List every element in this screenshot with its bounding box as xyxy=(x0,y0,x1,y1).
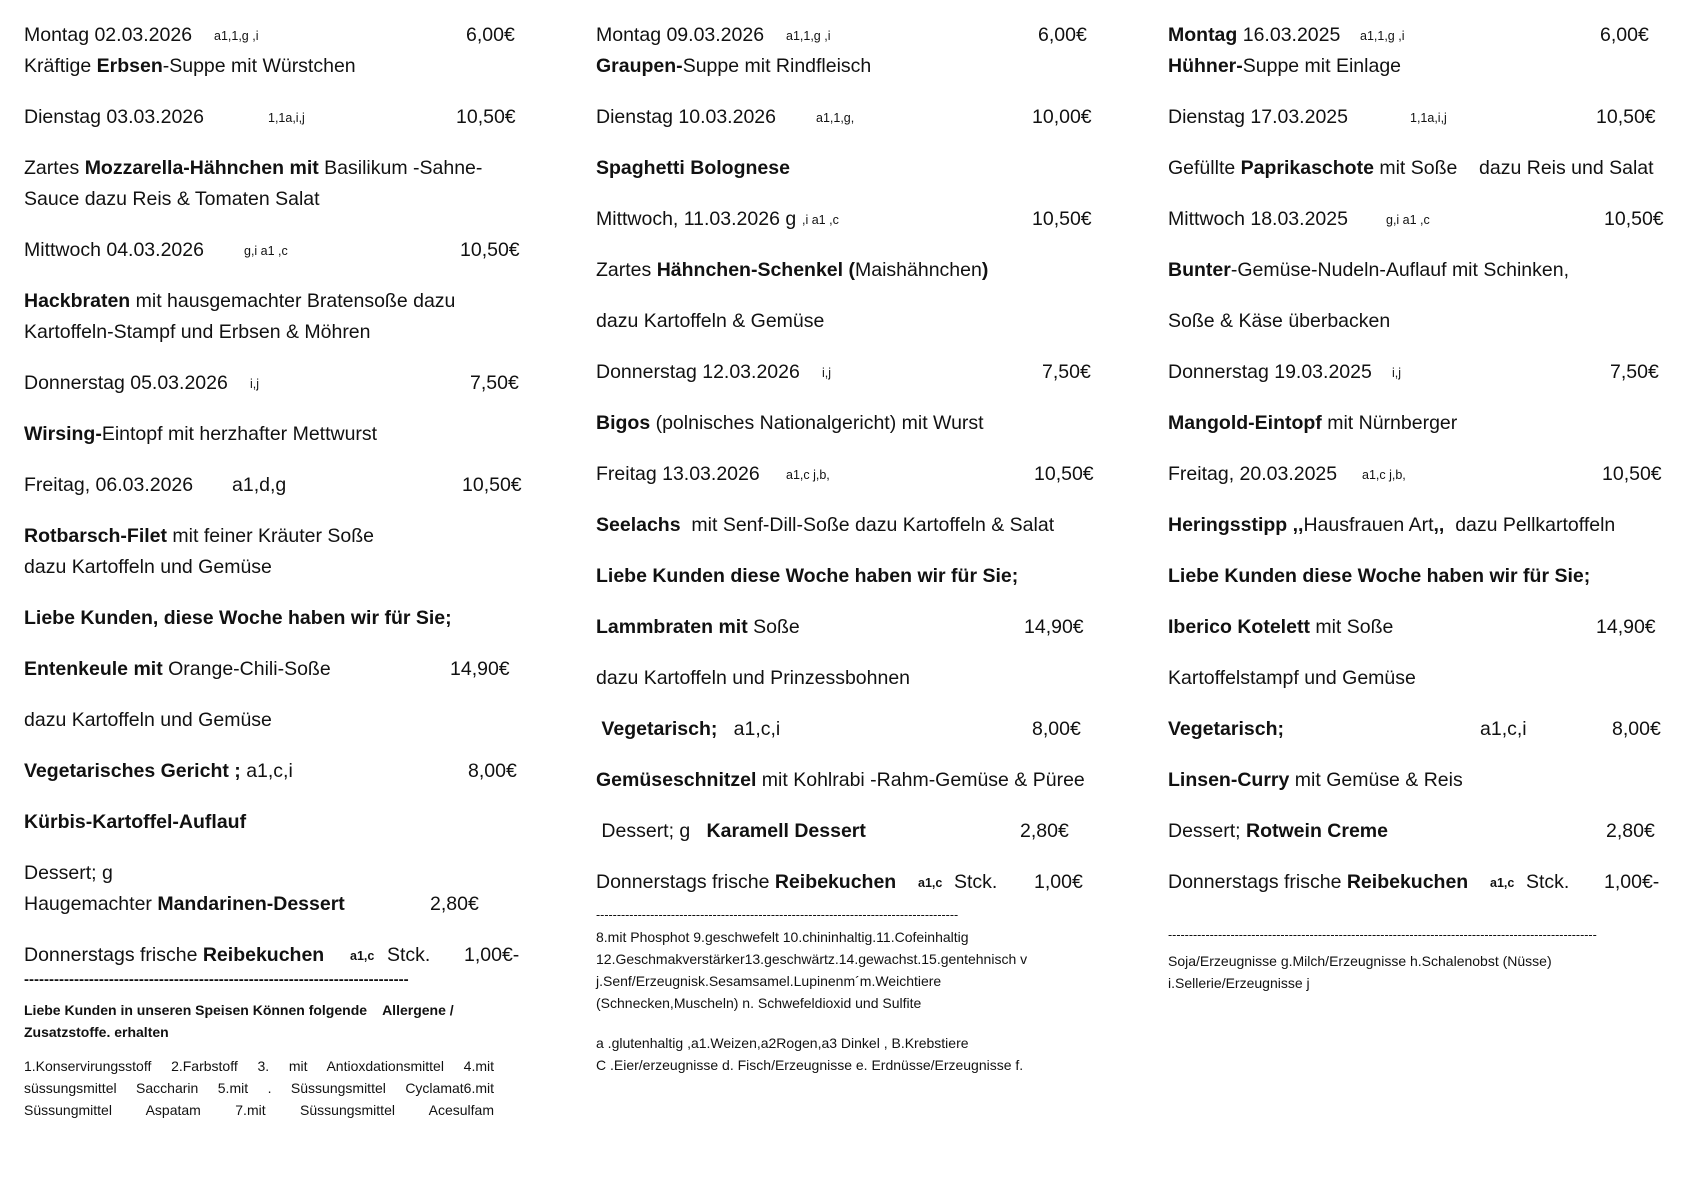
allergen-code: a1,c xyxy=(918,876,943,890)
notice-line: Liebe Kunden in unseren Speisen Können folgende Allergene / xyxy=(24,1002,454,1018)
allergen-code: i,j xyxy=(1392,366,1402,380)
price: 10,50€ xyxy=(1604,208,1664,230)
menu-line xyxy=(24,470,529,501)
allergen-code: a1,c j,b, xyxy=(1362,468,1406,482)
menu-line xyxy=(1168,510,1673,541)
note-line: C .Eier/erzeugnisse d. Fisch/Erzeugnisse e. Erdnüsse/Erzeugnisse f. xyxy=(596,1057,1024,1073)
menu-text: Mittwoch 04.03.2026 xyxy=(24,239,204,261)
dish-name: Heringsstipp ,, xyxy=(1168,514,1304,536)
menu-text: Soße xyxy=(747,616,800,638)
menu-text: Sauce dazu Reis & Tomaten Salat xyxy=(24,188,320,210)
dish-name: Liebe Kunden diese Woche haben wir für Sie; xyxy=(596,565,1019,587)
dish-name: Mozzarella-Hähnchen mit xyxy=(84,157,319,179)
allergen-code: g,i a1 ,c xyxy=(244,244,288,258)
menu-line xyxy=(24,654,529,685)
price: 8,00€ xyxy=(468,760,517,782)
dish-name: Rotwein Creme xyxy=(1246,820,1388,842)
menu-text: Maishähnchen xyxy=(854,259,982,281)
menu-line xyxy=(24,603,529,634)
dashed-separator: --------------------------------------------------------------------------------------- xyxy=(596,908,959,922)
price: 7,50€ xyxy=(470,372,519,394)
allergen-code: a1,c xyxy=(350,949,375,963)
menu-text: dazu Kartoffeln & Gemüse xyxy=(596,310,825,332)
menu-line xyxy=(24,184,529,215)
menu-line xyxy=(1168,612,1673,643)
menu-text: mit Soße xyxy=(1309,616,1394,638)
allergen-code: g,i a1 ,c xyxy=(1386,213,1430,227)
allergen-code: a1,c,i xyxy=(1480,718,1527,740)
menu-line xyxy=(596,510,1101,541)
menu-line xyxy=(596,561,1101,592)
menu-line xyxy=(1168,153,1673,184)
menu-text: Donnerstag 19.03.2025 xyxy=(1168,361,1372,383)
menu-line xyxy=(1168,714,1673,745)
menu-text: Freitag, 06.03.2026 xyxy=(24,474,194,496)
dish-name: Karamell Dessert xyxy=(706,820,866,842)
menu-line xyxy=(1168,357,1673,388)
menu-line xyxy=(24,807,529,838)
price: 2,80€ xyxy=(1606,820,1655,842)
price: 8,00€ xyxy=(1032,718,1081,740)
menu-text: Mittwoch, 11.03.2026 g xyxy=(596,208,797,230)
menu-line xyxy=(1168,408,1673,439)
dish-name: ,, xyxy=(1433,514,1445,536)
menu-text: Dessert; xyxy=(1168,820,1247,842)
menu-line xyxy=(1168,255,1673,286)
price: 10,50€ xyxy=(460,239,520,261)
menu-line xyxy=(24,940,529,971)
menu-text: mit Soße dazu Reis und Salat xyxy=(1373,157,1654,179)
dish-name: Liebe Kunden diese Woche haben wir für Sie; xyxy=(1168,565,1591,587)
menu-text: Zartes xyxy=(596,259,657,281)
menu-text: Montag 09.03.2026 xyxy=(596,24,765,46)
dish-name: Liebe Kunden, diese Woche haben wir für Sie; xyxy=(24,607,452,629)
menu-text: mit Nürnberger xyxy=(1321,412,1458,434)
menu-text: Freitag 13.03.2026 xyxy=(596,463,760,485)
allergen-code: a1,1,g, xyxy=(816,111,855,125)
menu-text: Dienstag 03.03.2026 xyxy=(24,106,204,128)
menu-line xyxy=(24,521,529,552)
allergen-code: a1,1,g ,i xyxy=(214,29,259,43)
menu-line xyxy=(1168,51,1673,82)
menu-text: Kartoffeln-Stampf und Erbsen & Möhren xyxy=(24,321,371,343)
dish-name: Reibekuchen xyxy=(202,944,325,966)
menu-line xyxy=(1168,765,1673,796)
price: 7,50€ xyxy=(1042,361,1091,383)
dashed-separator: ----------------------------------------------------------------------------- xyxy=(24,971,409,988)
menu-text: -Suppe mit Würstchen xyxy=(162,55,356,77)
price: 6,00€ xyxy=(466,24,515,46)
menu-line xyxy=(24,368,529,399)
dish-name: Wirsing- xyxy=(24,423,102,445)
menu-text: Basilikum -Sahne- xyxy=(318,157,483,179)
menu-text: Dienstag 10.03.2026 xyxy=(596,106,776,128)
dish-name: Lammbraten mit xyxy=(596,616,748,638)
menu-text: Kartoffelstampf und Gemüse xyxy=(1168,667,1416,689)
menu-line xyxy=(24,153,529,184)
menu-line xyxy=(596,867,1101,898)
note-line: Soja/Erzeugnisse g.Milch/Erzeugnisse h.Schalenobst (Nüsse) xyxy=(1168,953,1552,969)
note-line: (Schnecken,Muscheln) n. Schwefeldioxid und Sulfite xyxy=(596,995,922,1011)
menu-text: Donnerstags frische xyxy=(596,871,775,893)
dashed-separator: ------------------------------------------------------------------------------------------------------- xyxy=(1168,928,1597,942)
menu-text: mit Kohlrabi -Rahm-Gemüse & Püree xyxy=(756,769,1085,791)
price: 14,90€ xyxy=(450,658,510,680)
menu-text: mit feiner Kräuter Soße xyxy=(167,525,375,547)
menu-text: (polnisches Nationalgericht) mit Wurst xyxy=(650,412,984,434)
week-1-column xyxy=(24,20,529,1121)
menu-text: mit Gemüse & Reis xyxy=(1289,769,1463,791)
allergen-notice xyxy=(24,999,494,1121)
menu-text: mit hausgemachter Bratensoße dazu xyxy=(130,290,456,312)
dish-name: Montag xyxy=(1168,24,1238,46)
dish-name: Entenkeule mit xyxy=(24,658,163,680)
menu-text: Donnerstags frische xyxy=(24,944,203,966)
unit-label: Stck. xyxy=(387,944,431,966)
menu-line xyxy=(596,816,1101,847)
note-line: i.Sellerie/Erzeugnisse j xyxy=(1168,975,1310,991)
note-line: a .glutenhaltig ,a1.Weizen,a2Rogen,a3 Dinkel , B.Krebstiere xyxy=(596,1035,969,1051)
allergen-list-2 xyxy=(596,1032,1101,1076)
menu-text: Donnerstags frische xyxy=(1168,871,1347,893)
menu-line xyxy=(1168,459,1673,490)
menu-text: 16.03.2025 xyxy=(1237,24,1341,46)
allergen-list xyxy=(1168,950,1673,994)
menu-text: dazu Kartoffeln und Gemüse xyxy=(24,709,272,731)
dish-name: Reibekuchen xyxy=(774,871,897,893)
menu-line xyxy=(24,705,529,736)
dish-name: Hähnchen-Schenkel ( xyxy=(656,259,855,281)
dish-name: Vegetarisches Gericht ; xyxy=(24,760,241,782)
menu-text: Freitag, 20.03.2025 xyxy=(1168,463,1338,485)
price: 14,90€ xyxy=(1024,616,1084,638)
menu-line xyxy=(24,317,529,348)
menu-text: Mittwoch 18.03.2025 xyxy=(1168,208,1348,230)
week-3-column xyxy=(1168,20,1673,994)
menu-text: Soße & Käse überbacken xyxy=(1168,310,1391,332)
dish-name: Erbsen xyxy=(96,55,163,77)
dish-name: Kürbis-Kartoffel-Auflauf xyxy=(24,811,247,833)
price: 1,00€ xyxy=(1034,871,1083,893)
dish-name: ) xyxy=(981,259,989,281)
dish-name: Graupen- xyxy=(596,55,683,77)
price: 2,80€ xyxy=(430,893,479,915)
menu-text: Kräftige xyxy=(24,55,97,77)
price: 14,90€ xyxy=(1596,616,1656,638)
menu-line xyxy=(596,306,1101,337)
price: 1,00€- xyxy=(1604,871,1660,893)
menu-line xyxy=(596,153,1101,184)
price: 10,50€ xyxy=(1596,106,1656,128)
menu-line xyxy=(24,419,529,450)
allergen-code: i,j xyxy=(250,377,260,391)
menu-line xyxy=(24,20,529,51)
menu-line xyxy=(596,51,1101,82)
allergen-code: a1,d,g xyxy=(232,474,287,496)
menu-line xyxy=(24,889,529,920)
menu-line xyxy=(24,552,529,583)
allergen-code: a1,1,g ,i xyxy=(1360,29,1405,43)
menu-text: Eintopf mit herzhafter Mettwurst xyxy=(101,423,378,445)
dish-name: Spaghetti Bolognese xyxy=(596,157,790,179)
menu-line xyxy=(596,459,1101,490)
menu-text: Hausfrauen Art xyxy=(1303,514,1434,536)
menu-text: Dessert; g xyxy=(24,862,113,884)
menu-line xyxy=(596,765,1101,796)
note-line: 12.Geschmakverstärker13.geschwärtz.14.gewachst.15.gentehnisch v xyxy=(596,951,1028,967)
price: 7,50€ xyxy=(1610,361,1659,383)
menu-line xyxy=(596,102,1101,133)
price: 6,00€ xyxy=(1038,24,1087,46)
menu-text: dazu Kartoffeln und Prinzessbohnen xyxy=(596,667,911,689)
allergen-code: 1,1a,i,j xyxy=(1410,111,1447,125)
menu-line xyxy=(1168,816,1673,847)
menu-line xyxy=(596,20,1101,51)
menu-text: dazu Kartoffeln und Gemüse xyxy=(24,556,272,578)
menu-text: Dienstag 17.03.2025 xyxy=(1168,106,1348,128)
week-2-column xyxy=(596,20,1101,1076)
menu-text: a1,c,i xyxy=(717,718,781,740)
dish-name: Rotbarsch-Filet xyxy=(24,525,168,547)
menu-text: -Gemüse-Nudeln-Auflauf mit Schinken, xyxy=(1230,259,1569,281)
price: 6,00€ xyxy=(1600,24,1649,46)
unit-label: Stck. xyxy=(1526,871,1570,893)
price: 8,00€ xyxy=(1612,718,1661,740)
menu-text: a1,c,i xyxy=(240,760,293,782)
menu-text: Dessert; g xyxy=(596,820,707,842)
menu-line xyxy=(1168,20,1673,51)
menu-line xyxy=(596,663,1101,694)
allergen-code: a1,c j,b, xyxy=(786,468,830,482)
allergen-code: 1,1a,i,j xyxy=(268,111,305,125)
dish-name: Paprikaschote xyxy=(1240,157,1374,179)
menu-text: Suppe mit Einlage xyxy=(1242,55,1402,77)
menu-line xyxy=(596,612,1101,643)
allergen-code: a1,c xyxy=(1490,876,1515,890)
menu-line xyxy=(1168,306,1673,337)
price: 1,00€- xyxy=(464,944,520,966)
price: 10,50€ xyxy=(1034,463,1094,485)
note-line: j.Senf/Erzeugnisk.Sesamsamel.Lupinenm´m.Weichtiere xyxy=(596,973,942,989)
menu-line xyxy=(24,858,529,889)
price: 2,80€ xyxy=(1020,820,1069,842)
menu-text: Orange-Chili-Soße xyxy=(162,658,331,680)
dish-name: Mangold-Eintopf xyxy=(1168,412,1322,434)
menu-line xyxy=(596,408,1101,439)
dish-name: Reibekuchen xyxy=(1346,871,1469,893)
price: 10,50€ xyxy=(1032,208,1092,230)
allergen-code: i,j xyxy=(822,366,832,380)
price: 10,50€ xyxy=(462,474,522,496)
notice-line: Zusatzstoffe. erhalten xyxy=(24,1024,169,1040)
menu-text: Gefüllte xyxy=(1168,157,1241,179)
menu-text: Suppe mit Rindfleisch xyxy=(682,55,872,77)
dish-name: Vegetarisch; xyxy=(596,718,718,740)
dish-name: Bigos xyxy=(596,412,651,434)
menu-line xyxy=(596,204,1101,235)
unit-label: Stck. xyxy=(954,871,998,893)
dish-name: Gemüseschnitzel xyxy=(596,769,757,791)
dish-name: Linsen-Curry xyxy=(1168,769,1290,791)
additives-list: 1.Konservirungsstoff 2.Farbstoff 3. mit Antioxdationsmittel 4.mit süssungsmittel Saccharin 5.mit . Süssungsmittel Cyclamat6.mit Süssungmittel Aspatam 7.mit Süssungsmittel Acesulfam xyxy=(24,1058,494,1118)
menu-line xyxy=(24,286,529,317)
dish-name: Vegetarisch; xyxy=(1168,718,1284,740)
price: 10,50€ xyxy=(456,106,516,128)
menu-text: Montag 02.03.2026 xyxy=(24,24,193,46)
menu-line xyxy=(1168,867,1673,898)
menu-line xyxy=(596,255,1101,286)
menu-text: dazu Pellkartoffeln xyxy=(1444,514,1616,536)
price: 10,50€ xyxy=(1602,463,1662,485)
menu-line xyxy=(24,235,529,266)
dish-name: Hühner- xyxy=(1168,55,1243,77)
dish-name: Bunter xyxy=(1168,259,1231,281)
dish-name: Mandarinen-Dessert xyxy=(157,893,345,915)
menu-text: Haugemachter xyxy=(24,893,158,915)
dish-name: Seelachs xyxy=(596,514,686,536)
note-line: 8.mit Phosphot 9.geschwefelt 10.chininhaltig.11.Cofeinhaltig xyxy=(596,929,969,945)
menu-line xyxy=(24,756,529,787)
price: 10,00€ xyxy=(1032,106,1092,128)
menu-text: Zartes xyxy=(24,157,85,179)
menu-line xyxy=(1168,561,1673,592)
dish-name: Hackbraten xyxy=(24,290,131,312)
menu-line xyxy=(596,714,1101,745)
menu-line xyxy=(1168,102,1673,133)
menu-line xyxy=(24,51,529,82)
menu-line xyxy=(24,102,529,133)
allergen-code: a1,1,g ,i xyxy=(786,29,831,43)
menu-text: mit Senf-Dill-Soße dazu Kartoffeln & Salat xyxy=(685,514,1055,536)
menu-line xyxy=(1168,204,1673,235)
allergen-list xyxy=(596,926,1101,1014)
menu-line xyxy=(1168,663,1673,694)
menu-text: Donnerstag 12.03.2026 xyxy=(596,361,800,383)
menu-text: Donnerstag 05.03.2026 xyxy=(24,372,228,394)
menu-line xyxy=(596,357,1101,388)
allergen-code: ,i a1 ,c xyxy=(802,213,839,227)
dish-name: Iberico Kotelett xyxy=(1168,616,1310,638)
